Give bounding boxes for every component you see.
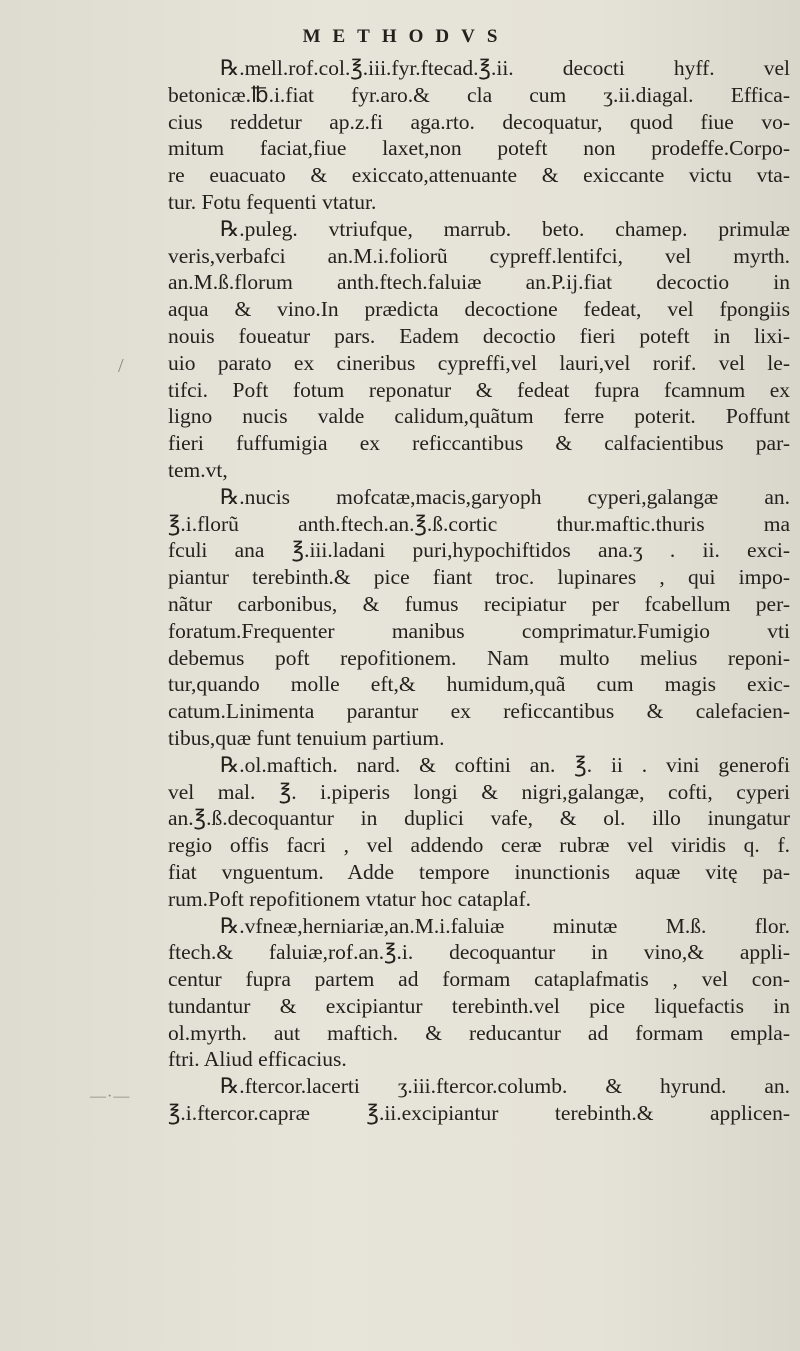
text-line: fiat vnguentum. Adde tempore inunctionis aquæ vitę pa- [168,859,790,884]
text-line: catum.Linimenta parantur ex reficcantibus & calefacien- [168,699,790,724]
text-line: nouis foueatur pars. Eadem decoctio fieri poteft in lixi- [168,323,790,348]
text-line: ℞.nucis mofcatæ,macis,garyoph cyperi,galangæ an. [220,484,790,509]
margin-pen-mark: / [118,355,124,377]
text-line: debemus poft repofitionem. Nam multo melius reponi- [168,645,790,670]
text-line: ℞.mell.rof.col.℥.iii.fyr.ftecad.℥.ii. decocti hyff. vel [220,56,790,80]
text-line: veris,verbafci an.M.i.foliorũ cypreff.lentifci, vel myrth. [168,243,790,268]
text-line: fieri fuffumigia ex reficcantibus & calfacientibus par- [168,431,790,456]
text-line: regio offis facri , vel addendo ceræ rubræ vel viridis q. f. [168,833,790,858]
text-line: ℞.puleg. vtriufque, marrub. beto. chamep. primulæ [220,216,790,241]
text-line: ℥.i.ftercor.capræ ℥.ii.excipiantur terebinth.& applicen- [168,1101,790,1126]
text-line: centur fupra partem ad formam cataplafmatis , vel con- [168,967,790,992]
text-line: fculi ana ℥.iii.ladani puri,hypochiftidos ana.ʒ . ii. exci- [168,538,790,563]
text-line: re euacuato & exiccato,attenuante & exiccante victu vta- [168,163,790,188]
text-line: piantur terebinth.& pice fiant troc. lupinares , qui impo- [168,565,790,590]
margin-pen-mark: —·— [90,1088,131,1105]
text-line: nãtur carbonibus, & fumus recipiatur per fcabellum per- [168,591,790,616]
text-line: uio parato ex cineribus cypreffi,vel lauri,vel rorif. vel le- [168,350,790,375]
text-line: aqua & vino.In prædicta decoctione fedeat, vel fpongiis [168,297,790,322]
text-line: tibus,quæ funt tenuium partium. [168,725,445,750]
text-line: tundantur & excipiantur terebinth.vel pice liquefactis in [168,993,790,1018]
text-line: ftech.& faluiæ,rof.an.℥.i. decoquantur in vino,& appli- [168,940,790,965]
text-line: vel mal. ℥. i.piperis longi & nigri,galangæ, cofti, cyperi [168,779,790,804]
text-line: ftri. Aliud efficacius. [168,1047,347,1072]
text-line: cius reddetur ap.z.fi aga.rto. decoquatur, quod fiue vo- [168,109,790,134]
text-line: ℞.ol.maftich. nard. & coftini an. ℥. ii . vini generofi [220,752,790,777]
text-line: ligno nucis valde calidum,quãtum ferre poterit. Poffunt [168,404,790,429]
text-line: ℥.i.florũ anth.ftech.an.℥.ß.cortic thur.maftic.thuris ma [168,511,790,536]
text-line: ol.myrth. aut maftich. & reducantur ad formam empla- [168,1020,790,1045]
text-line: foratum.Frequenter manibus comprimatur.Fumigio vti [168,618,790,643]
text-line: betonicæ.℔.i.fiat fyr.aro.& cla cum ʒ.ii.diagal. Effica- [168,82,790,107]
text-line: tur. Fotu fequenti vtatur. [168,189,377,214]
text-line: rum.Poft repofitionem vtatur hoc cataplaf. [168,886,531,911]
text-line: tifci. Poft fotum reponatur & fedeat fupra fcamnum ex [168,377,790,402]
text-line: an.M.ß.florum anth.ftech.faluiæ an.P.ij.fiat decoctio in [168,270,790,295]
text-line: ℞.ftercor.lacerti ʒ.iii.ftercor.columb. & hyrund. an. [220,1074,790,1099]
text-line: mitum faciat,fiue laxet,non poteft non prodeffe.Corpo- [168,136,790,161]
text-line: tem.vt, [168,457,228,482]
body-text [168,55,790,1127]
running-head: METHODVS [302,26,510,47]
text-line: an.℥.ß.decoquantur in duplici vafe, & ol. illo inungatur [168,806,790,831]
text-line: tur,quando molle eft,& humidum,quã cum magis exic- [168,672,790,697]
text-line: ℞.vfneæ,herniariæ,an.M.i.faluiæ minutæ M.ß. flor. [220,913,790,938]
